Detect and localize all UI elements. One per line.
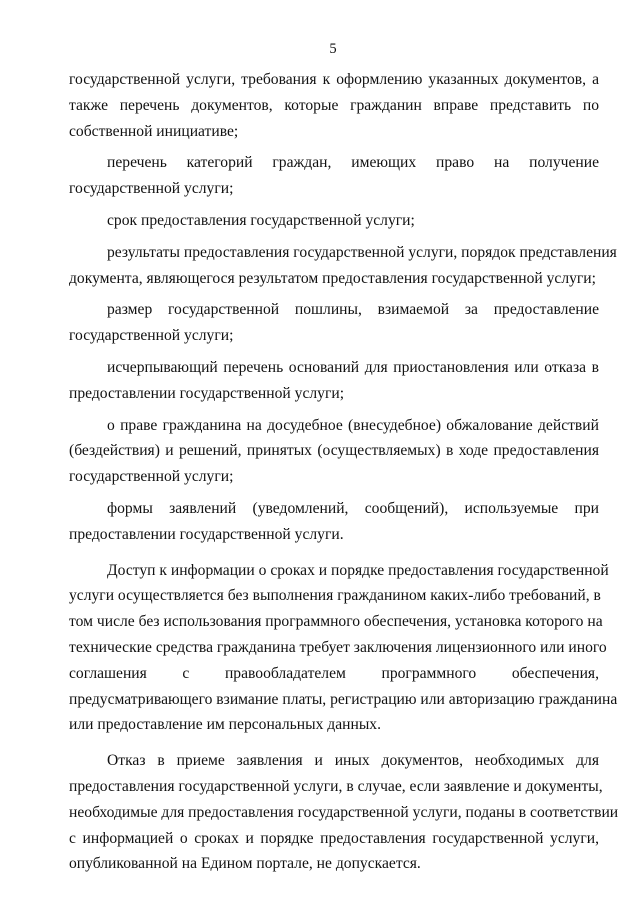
paragraph-appeal-right (69, 413, 599, 490)
paragraph-categories (69, 150, 599, 202)
text-line: государственной услуги; (69, 327, 234, 345)
text-line: размер государственной пошлины, взимаемой за предоставление (107, 301, 599, 319)
text-line: о праве гражданина на досудебное (внесудебное) обжалование действий (107, 416, 599, 434)
text-line: государственной услуги, требования к оформлению указанных документов, а (69, 71, 599, 88)
text-line: предоставлении государственной услуги. (69, 525, 344, 543)
text-line: документа, являющегося результатом предоставления государственной услуги; (69, 269, 596, 287)
text-line: том числе без использования программного обеспечения, установка которого на (69, 613, 603, 631)
paragraph-requirements-continuation (69, 67, 599, 144)
text-line: результаты предоставления государственной услуги, порядок представления (107, 243, 617, 261)
text-line: срок предоставления государственной услуги; (107, 211, 415, 229)
text-line: собственной инициативе; (69, 122, 239, 140)
text-line: предоставления государственной услуги, в случае, если заявление и документы, (69, 777, 603, 795)
text-line: соглашения с правообладателем программного обеспечения, (69, 664, 599, 682)
paragraph-forms (69, 496, 599, 548)
text-line: услуги осуществляется без выполнения гражданином каких-либо требований, в (69, 587, 601, 605)
text-line: предусматривающего взимание платы, регистрацию или авторизацию гражданина (69, 690, 618, 708)
text-line: предоставлении государственной услуги; (69, 384, 345, 402)
text-line: технические средства гражданина требует заключения лицензионного или иного (69, 638, 607, 656)
text-line: формы заявлений (уведомлений, сообщений), используемые при (107, 499, 599, 517)
paragraph-access (69, 558, 618, 739)
text-line: с информацией о сроках и порядке предоставления государственной услуги, (69, 829, 599, 847)
text-line: исчерпывающий перечень оснований для приостановления или отказа в (107, 358, 599, 376)
text-line: государственной услуги; (69, 468, 234, 486)
paragraph-results (69, 240, 617, 292)
text-line: необходимые для предоставления государственной услуги, поданы в соответствии (69, 803, 619, 821)
paragraph-term (69, 208, 599, 234)
text-line: (бездействия) и решений, принятых (осуществляемых) в ходе предоставления (69, 442, 599, 460)
paragraph-refusal-not-allowed (69, 748, 619, 877)
paragraph-fee (69, 297, 599, 349)
text-line: Отказ в приеме заявления и иных документов, необходимых для (107, 752, 599, 770)
text-line: государственной услуги; (69, 180, 234, 198)
paragraph-refusal-grounds (69, 355, 599, 407)
text-line: Доступ к информации о сроках и порядке предоставления государственной (107, 561, 609, 579)
text-line: опубликованной на Едином портале, не допускается. (69, 855, 421, 873)
text-line: или предоставление им персональных данных. (69, 716, 381, 734)
text-line: перечень категорий граждан, имеющих право на получение (107, 154, 599, 172)
text-line: также перечень документов, которые гражданин вправе представить по (69, 96, 599, 114)
page-number: 5 (329, 41, 337, 57)
document-body (69, 67, 619, 877)
